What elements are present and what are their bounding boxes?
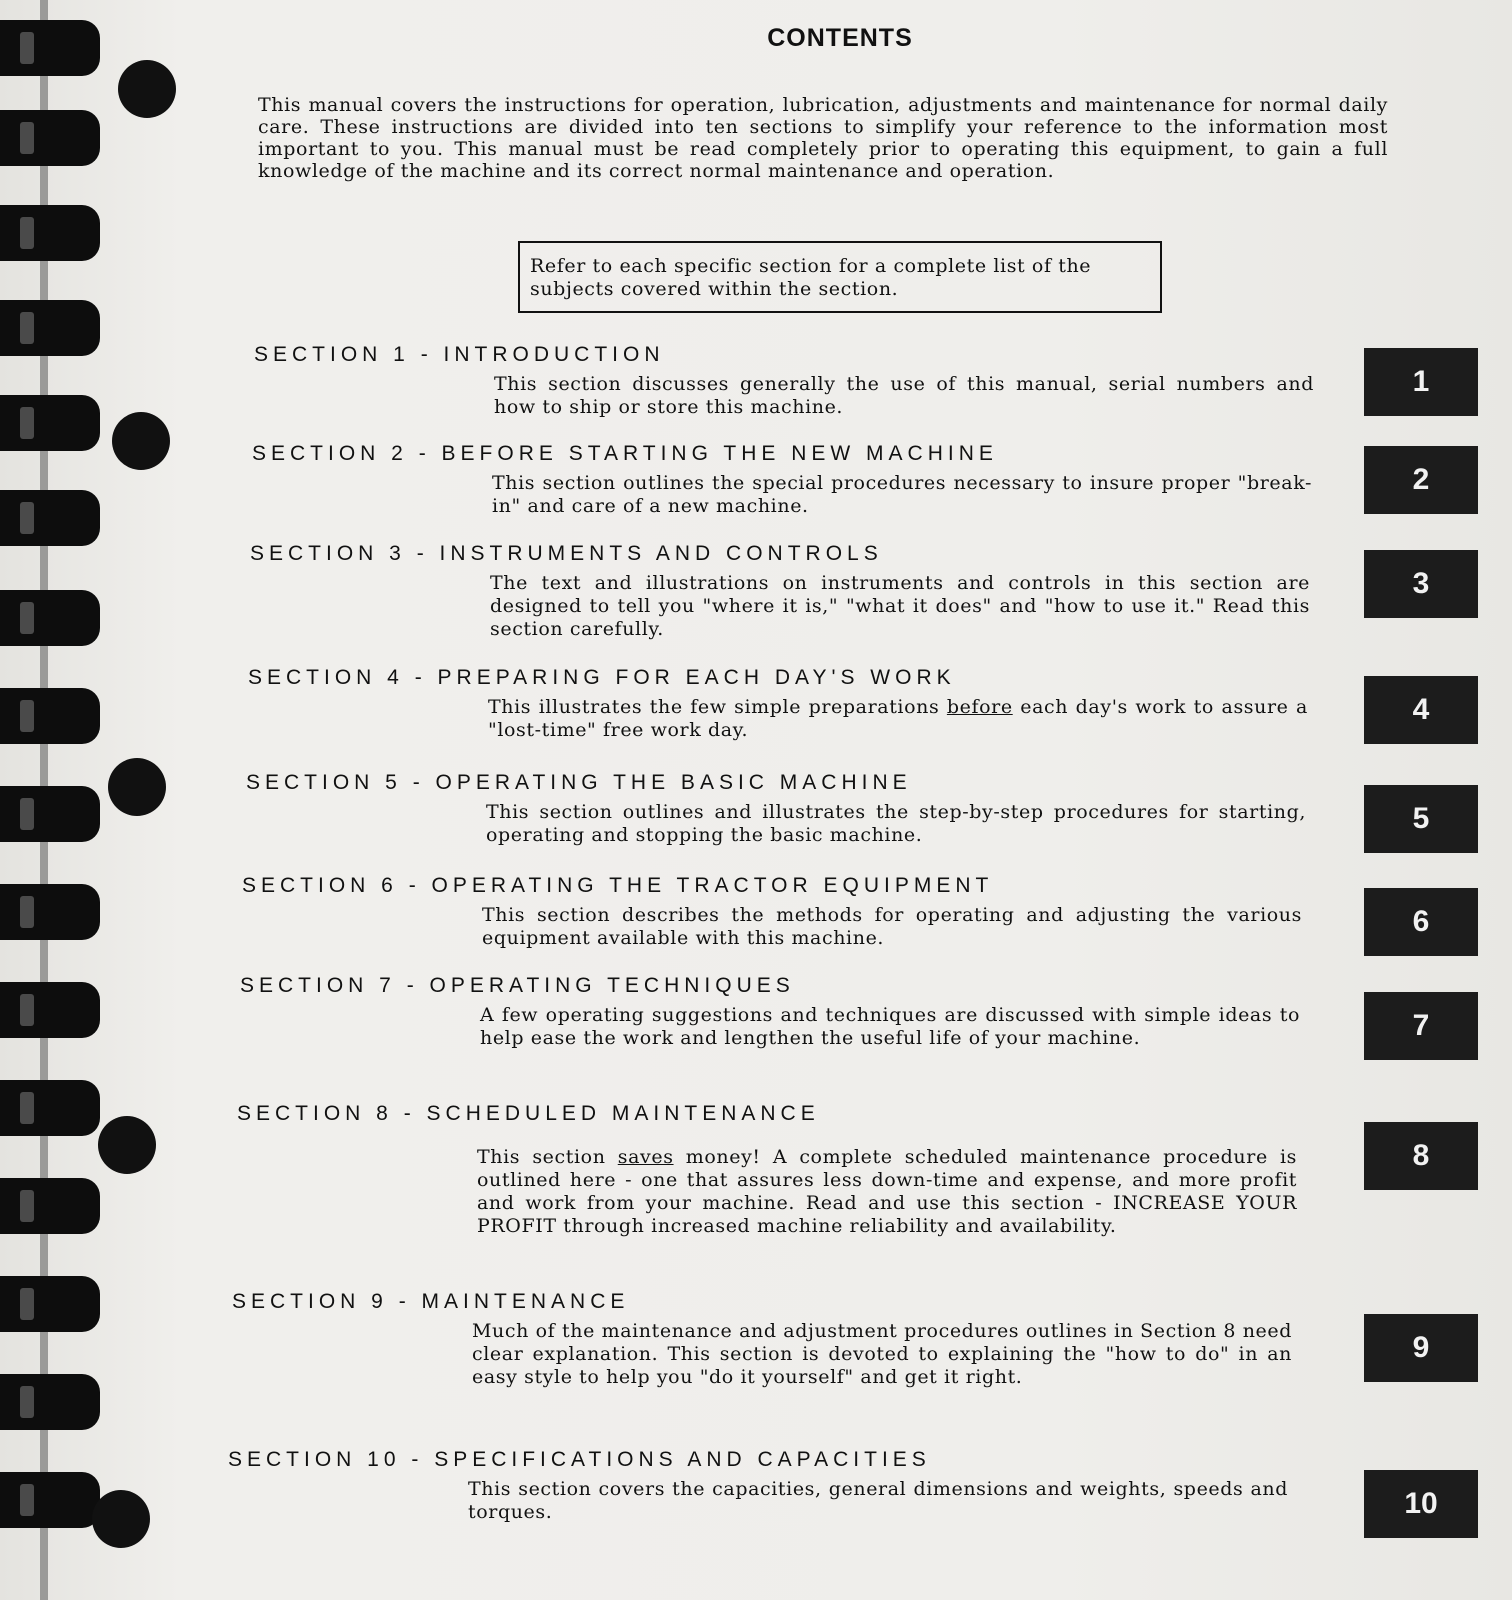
section-entry-7: [240, 974, 1320, 1050]
section-description: This section covers the capacities, general dimensions and weights, speeds and torques.: [468, 1478, 1288, 1523]
section-heading: SECTION 8 - SCHEDULED MAINTENANCE: [237, 1102, 820, 1125]
section-tab-9[interactable]: 9: [1364, 1314, 1478, 1382]
section-heading: SECTION 1 - INTRODUCTION: [254, 343, 665, 366]
section-description-text: This section: [477, 1146, 618, 1168]
punch-hole: [112, 412, 170, 470]
section-description-emphasis: saves: [617, 1146, 674, 1168]
section-heading: SECTION 9 - MAINTENANCE: [232, 1290, 630, 1313]
section-entry-3: [250, 542, 1330, 641]
binding-coil: [0, 884, 100, 940]
binding-coil: [0, 205, 100, 261]
spiral-binding: [0, 0, 110, 1600]
section-entry-1: [254, 343, 1334, 419]
section-description: This section discusses generally the use of this manual, serial numbers and how to ship or store this machine.: [494, 373, 1314, 418]
binding-coil: [0, 982, 100, 1038]
section-heading: SECTION 2 - BEFORE STARTING THE NEW MACHINE: [252, 442, 998, 465]
section-entry-10: [228, 1448, 1308, 1524]
intro-paragraph: This manual covers the instructions for operation, lubrication, adjustments and maintenance for normal daily care. These instructions are divided into ten sections to simplify your reference to the information most important to you. This manual must be read completely prior to operating this equipment, to gain a full knowledge of the machine and its correct normal maintenance and operation.: [258, 94, 1388, 182]
binding-coil: [0, 20, 100, 76]
section-heading: SECTION 10 - SPECIFICATIONS AND CAPACITIES: [228, 1448, 931, 1471]
reference-note-box: Refer to each specific section for a complete list of the subjects covered within the section.: [518, 241, 1162, 313]
section-entry-9: [232, 1290, 1312, 1389]
section-tab-5[interactable]: 5: [1364, 785, 1478, 853]
section-entry-6: [242, 874, 1322, 950]
binding-coil: [0, 395, 100, 451]
section-description: The text and illustrations on instruments and controls in this section are designed to tell you "where it is," "what it does" and "how to use it." Read this section carefully.: [490, 572, 1310, 640]
punch-hole: [108, 758, 166, 816]
section-description: [477, 1146, 1297, 1238]
section-heading: SECTION 4 - PREPARING FOR EACH DAY'S WORK: [248, 666, 956, 689]
section-entry-8: [237, 1102, 1317, 1238]
section-tab-8[interactable]: 8: [1364, 1122, 1478, 1190]
section-description: [488, 696, 1308, 742]
binding-coil: [0, 688, 100, 744]
section-description: Much of the maintenance and adjustment procedures outlines in Section 8 need clear explanation. This section is devoted to explaining the "how to do" in an easy style to help you "do it yourself" and get it right.: [472, 1320, 1292, 1388]
section-description: A few operating suggestions and techniques are discussed with simple ideas to help ease the work and lengthen the useful life of your machine.: [480, 1004, 1300, 1049]
binding-coil: [0, 490, 100, 546]
section-description: This section outlines and illustrates the step-by-step procedures for starting, operating and stopping the basic machine.: [486, 801, 1306, 846]
section-tab-3[interactable]: 3: [1364, 550, 1478, 618]
binding-coil: [0, 590, 100, 646]
binding-coil: [0, 300, 100, 356]
section-description-text: money! A complete scheduled maintenance procedure is outlined here - one that assures less down-time and expense, and more profit and work from your machine. Read and use this section - INCREASE YOUR PROFIT through increased machine reliability and availability.: [477, 1146, 1298, 1237]
binding-coil: [0, 1374, 100, 1430]
section-entry-2: [252, 442, 1332, 518]
binding-coil: [0, 1472, 100, 1528]
section-description-text: each day's work to assure a "lost-time" free work day.: [488, 696, 1308, 741]
binding-coil: [0, 786, 100, 842]
section-entry-4: [248, 666, 1328, 742]
section-tab-10[interactable]: 10: [1364, 1470, 1478, 1538]
section-heading: SECTION 7 - OPERATING TECHNIQUES: [240, 974, 795, 997]
punch-hole: [118, 60, 176, 118]
section-description: This section describes the methods for operating and adjusting the various equipment available with this machine.: [482, 904, 1302, 949]
section-tab-2[interactable]: 2: [1364, 446, 1478, 514]
section-description: This section outlines the special procedures necessary to insure proper "break-in" and care of a new machine.: [492, 472, 1312, 517]
section-tab-6[interactable]: 6: [1364, 888, 1478, 956]
punch-hole: [92, 1490, 150, 1548]
section-tab-1[interactable]: 1: [1364, 348, 1478, 416]
section-tab-7[interactable]: 7: [1364, 992, 1478, 1060]
section-entry-5: [246, 771, 1326, 847]
binding-coil: [0, 1080, 100, 1136]
section-tab-4[interactable]: 4: [1364, 676, 1478, 744]
section-heading: SECTION 3 - INSTRUMENTS AND CONTROLS: [250, 542, 883, 565]
section-heading: SECTION 6 - OPERATING THE TRACTOR EQUIPMENT: [242, 874, 994, 897]
binding-coil: [0, 1276, 100, 1332]
binding-coil: [0, 1178, 100, 1234]
binding-coil: [0, 110, 100, 166]
punch-hole: [98, 1116, 156, 1174]
section-heading: SECTION 5 - OPERATING THE BASIC MACHINE: [246, 771, 912, 794]
section-description-emphasis: before: [946, 696, 1013, 718]
page-title: CONTENTS: [767, 24, 913, 52]
section-description-text: This illustrates the few simple preparations: [488, 696, 947, 718]
